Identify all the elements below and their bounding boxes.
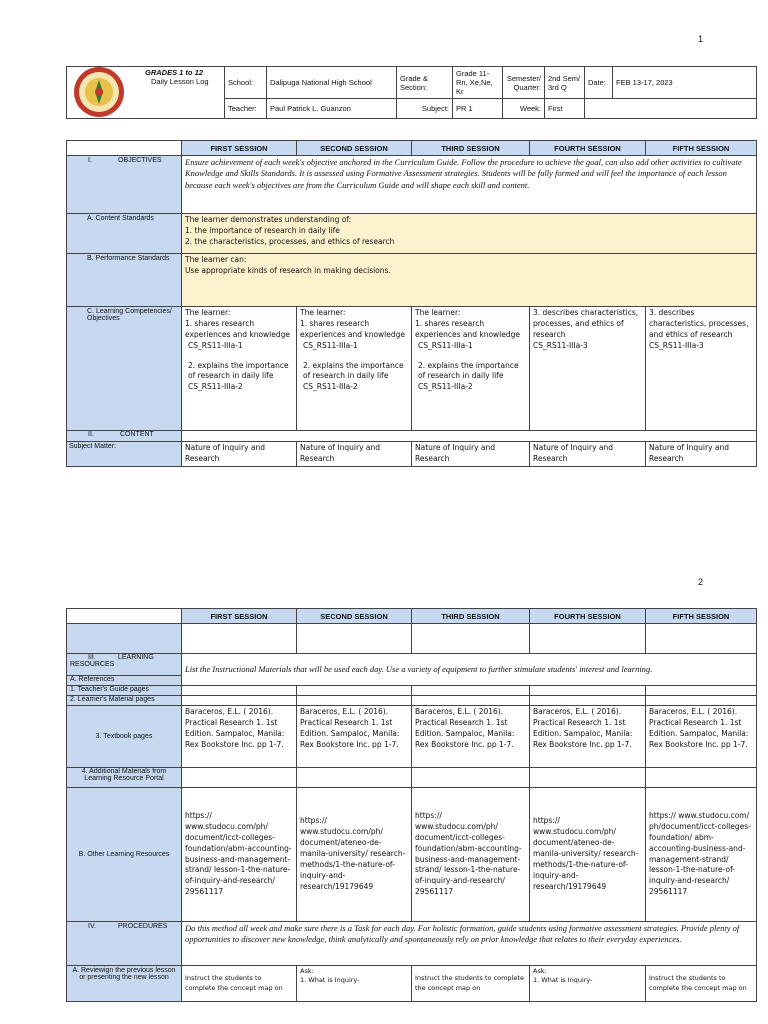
- content-standards-label: A. Content Standards: [67, 214, 182, 254]
- procedures-text: Do this method all week and make sure there is a Task for each day. For holistic formation, guide students using formative assessment strategies. Provide plenty of opportunities to discover new knowledge, think analytically and spontaneously rely on prior knowledge that relates to their everyday experiences.: [182, 922, 757, 966]
- textbook-3: Baraceros, E.L. ( 2016). Practical Research 1. 1st Edition. Sampaloc, Manila: Rex Bookstore Inc. pp 1-7.: [412, 706, 530, 768]
- review-label: A. Reviewign the previous lesson or presenting the new lesson: [67, 966, 182, 1002]
- grade-value: Grade 11- Rn, Xe,Ne, Kr: [453, 67, 503, 99]
- additional-materials-label: 4. Additional Materials from Learning Resource Portal: [67, 768, 182, 788]
- blank-1: [182, 624, 297, 654]
- header-table: [66, 66, 757, 119]
- week-value: First: [545, 99, 585, 119]
- objectives-label: I. OBJECTIVES: [67, 156, 182, 214]
- procedures-label: IV. PROCEDURES: [67, 922, 182, 966]
- subject-matter-3: Nature of Inquiry and Research: [412, 442, 530, 467]
- page-number-2: 2: [698, 577, 704, 587]
- textbook-5: Baraceros, E.L. ( 2016). Practical Research 1. 1st Edition. Sampaloc, Manila: Rex Bookstore Inc. pp 1-7.: [646, 706, 757, 768]
- school-value: Dalipuga National High School: [267, 67, 397, 99]
- resources-table: [66, 608, 757, 1002]
- semester-value: 2nd Sem/ 3rd Q: [545, 67, 585, 99]
- textbook-1: Baraceros, E.L. ( 2016). Practical Research 1. 1st Edition. Sampaloc, Manila: Rex Bookstore Inc. pp 1-7.: [182, 706, 297, 768]
- week-label: Week:: [503, 99, 545, 119]
- session-header-1: FIRST SESSION: [182, 141, 297, 156]
- performance-standards-text: The learner can: Use appropriate kinds of research in making decisions.: [182, 254, 757, 307]
- subject-matter-4: Nature of Inquiry and Research: [530, 442, 646, 467]
- grade-label: Grade & Section:: [397, 67, 453, 99]
- session-header-2-5: FIFTH SESSION: [646, 609, 757, 624]
- session-header-2-2: SECOND SESSION: [297, 609, 412, 624]
- session-header-3: THIRD SESSION: [412, 141, 530, 156]
- subject-label: Subject:: [397, 99, 453, 119]
- content-label: II. CONTENT: [67, 431, 182, 442]
- objectives-text: Ensure achievement of each week's objective anchored in the Curriculum Guide. Follow the procedure to achieve the goal, can also add other activities to cultivate Knowledge and Skills Standards. It is assessed using Formative Assessment strategies. Students will be fully formed and will feel the importance of each lesson because each week's objectives are from the Curriculum Guide and will shape each skill and content.: [182, 156, 757, 214]
- teacher-value: Paul Patrick L. Guanzon: [267, 99, 397, 119]
- other-resource-link-5[interactable]: https:// www.studocu.com/ ph/document/icct-colleges-foundation/ abm-accounting-business-and-management-strand/ lesson-1-the-nature-of-inquiry-and-research/ 29561117: [646, 788, 757, 922]
- blank-4: [530, 624, 646, 654]
- page-number: 1: [698, 34, 704, 44]
- session-header-2-3: THIRD SESSION: [412, 609, 530, 624]
- school-label: School:: [225, 67, 267, 99]
- other-resources-label: B. Other Learning Resources: [67, 788, 182, 922]
- competency-cell-2: The learner: 1. shares research experiences and knowledge CS_RS11-IIIa-1 2. explains the importance of research in daily life CS_RS11-IIIa-2: [297, 307, 412, 431]
- blank-2: [297, 624, 412, 654]
- references-label: A. References: [67, 676, 182, 686]
- review-5: Instruct the students to complete the concept map on: [646, 966, 757, 1002]
- review-4: Ask: 1. What is Inquiry-: [530, 966, 646, 1002]
- lm-pages-label: 2. Learner's Material pages: [67, 696, 182, 706]
- session-header-2: SECOND SESSION: [297, 141, 412, 156]
- competencies-label: C. Learning Competencies/ Objectives: [67, 307, 182, 431]
- competency-cell-1: The learner: 1. shares research experiences and knowledge CS_RS11-IIIa-1 2. explains the importance of research in daily life CS_RS11-IIIa-2: [182, 307, 297, 431]
- textbook-label: 3. Textbook pages: [67, 706, 182, 768]
- competency-cell-5: 3. describes characteristics, processes, and ethics of research CS_RS11-IIIa-3: [646, 307, 757, 431]
- session-header-4: FOURTH SESSION: [530, 141, 646, 156]
- other-resource-link-2[interactable]: https:// www.studocu.com/ph/ document/ateneo-de-manila-university/ research-methods/1-the-nature-of-inquiry-and-research/19179649: [297, 788, 412, 922]
- blank-5: [646, 624, 757, 654]
- review-1: Instruct the students to complete the concept map on: [182, 966, 297, 1002]
- blank-3: [412, 624, 530, 654]
- subject-matter-label: Subject Matter:: [67, 442, 182, 467]
- textbook-2: Baraceros, E.L. ( 2016). Practical Research 1. 1st Edition. Sampaloc, Manila: Rex Bookstore Inc. pp 1-7.: [297, 706, 412, 768]
- semester-label: Semester/ Quarter:: [503, 67, 545, 99]
- subject-matter-1: Nature of Inquiry and Research: [182, 442, 297, 467]
- performance-standards-label: B. Performance Standards: [67, 254, 182, 307]
- session-header-2-4: FOURTH SESSION: [530, 609, 646, 624]
- tg-pages-label: 1. Teacher's Guide pages: [67, 686, 182, 696]
- review-2: Ask: 1. What is Inquiry-: [297, 966, 412, 1002]
- date-value: FEB 13-17, 2023: [613, 67, 757, 99]
- corner-cell-2: [67, 609, 182, 624]
- objectives-table: [66, 140, 757, 467]
- competency-cell-3: The learner: 1. shares research experiences and knowledge CS_RS11-IIIa-1 2. explains the importance of research in daily life CS_RS11-IIIa-2: [412, 307, 530, 431]
- learning-resources-text: List the Instructional Materials that will be used each day. Use a variety of equipment to further stimulate students' interest and learning.: [182, 654, 757, 686]
- corner-cell: [67, 141, 182, 156]
- other-resource-link-1[interactable]: https:// www.studocu.com/ph/ document/icct-colleges-foundation/abm-accounting-business-and-management-strand/ lesson-1-the-nature-of-inquiry-and-research/ 29561117: [182, 788, 297, 922]
- session-header-5: FIFTH SESSION: [646, 141, 757, 156]
- dll-subtitle: Daily Lesson Log: [151, 77, 209, 86]
- other-resource-link-3[interactable]: https:// www.studocu.com/ph/ document/icct-colleges-foundation/abm-accounting-business-and-management-strand/ lesson-1-the-nature-of-inquiry-and-research/ 29561117: [412, 788, 530, 922]
- content-standards-text: The learner demonstrates understanding of: 1. the importance of research in daily life 2. the characteristics, processes, and ethics of research: [182, 214, 757, 254]
- learning-resources-label: III. LEARNING RESOURCES: [67, 654, 182, 676]
- teacher-label: Teacher:: [225, 99, 267, 119]
- session-header-2-1: FIRST SESSION: [182, 609, 297, 624]
- textbook-4: Baraceros, E.L. ( 2016). Practical Research 1. 1st Edition. Sampaloc, Manila: Rex Bookstore Inc. pp 1-7.: [530, 706, 646, 768]
- content-blank: [182, 431, 757, 442]
- competency-cell-4: 3. describes characteristics, processes, and ethics of research CS_RS11-IIIa-3: [530, 307, 646, 431]
- review-3: Instruct the students to complete the concept map on: [412, 966, 530, 1002]
- subject-matter-5: Nature of Inquiry and Research: [646, 442, 757, 467]
- dll-title: GRADES 1 to 12: [145, 68, 203, 77]
- other-resource-link-4[interactable]: https:// www.studocu.com/ph/ document/ateneo-de-manila-university/ research-methods/1-the-nature-of-inquiry-and-research/19179649: [530, 788, 646, 922]
- blank-label: [67, 624, 182, 654]
- subject-value: PR 1: [453, 99, 503, 119]
- date-label: Date:: [585, 67, 613, 99]
- subject-matter-2: Nature of Inquiry and Research: [297, 442, 412, 467]
- blank-cell: [585, 99, 757, 119]
